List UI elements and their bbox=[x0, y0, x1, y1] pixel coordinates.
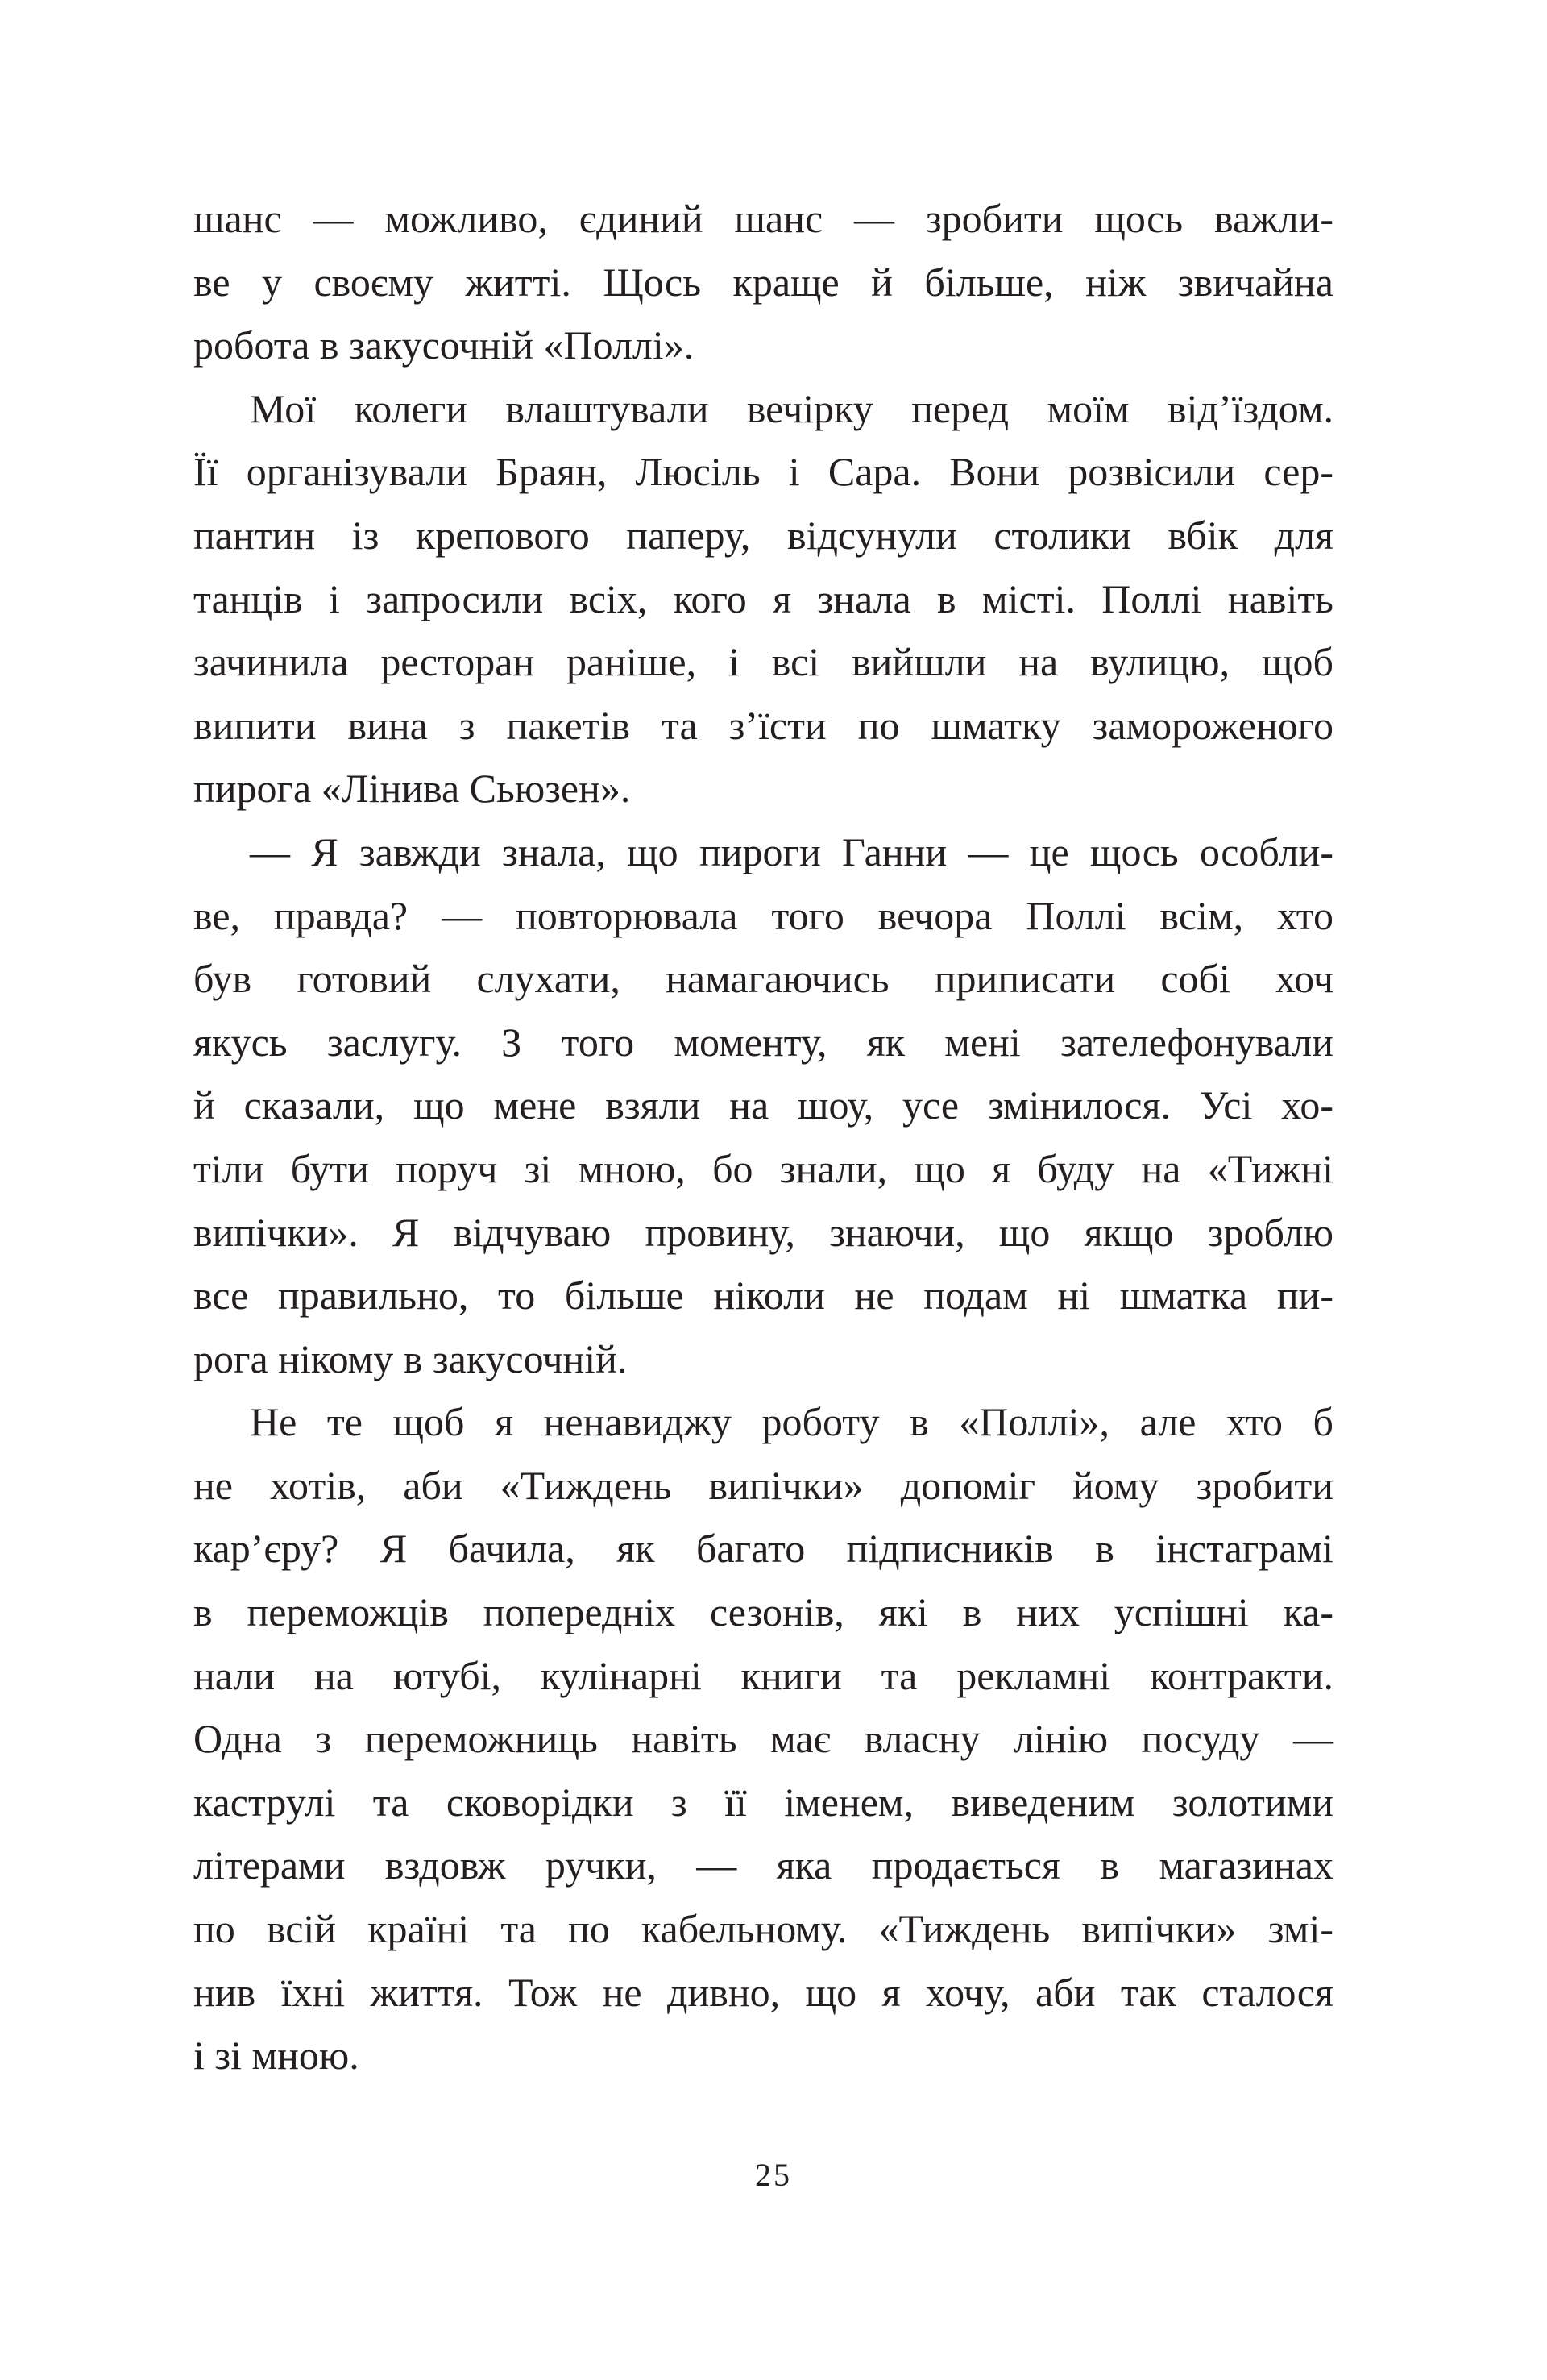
paragraph bbox=[193, 820, 1333, 1390]
text-line: шанс — можливо, єдиний шанс — зробити щось важли- bbox=[193, 196, 1333, 241]
text-line: й сказали, що мене взяли на шоу, усе змінилося. Усі хо- bbox=[193, 1082, 1333, 1128]
paragraph bbox=[193, 187, 1333, 377]
text-line: був готовий слухати, намагаючись приписати собі хоч bbox=[193, 956, 1333, 1002]
text-line: нали на ютубі, кулінарні книги та рекламні контракти. bbox=[193, 1652, 1333, 1698]
text-line: якусь заслугу. З того моменту, як мені зателефонували bbox=[193, 1019, 1333, 1065]
text-line: нив їхні життя. Тож не дивно, що я хочу, аби так сталося bbox=[193, 1969, 1333, 2015]
text-line: Мої колеги влаштували вечірку перед моїм від’їздом. bbox=[250, 385, 1333, 431]
text-line: Не те щоб я ненавиджу роботу в «Поллі», але хто б bbox=[250, 1399, 1333, 1445]
text-line: тіли бути поруч зі мною, бо знали, що я буду на «Тижні bbox=[193, 1145, 1333, 1191]
text-line: випити вина з пакетів та з’їсти по шматку замороженого bbox=[193, 702, 1333, 748]
body-text bbox=[193, 187, 1333, 2087]
text-line: робота в закусочній «Поллі». bbox=[193, 322, 695, 368]
text-line: все правильно, то більше ніколи не подам ні шматка пи- bbox=[193, 1273, 1333, 1319]
text-line: випічки». Я відчуваю провину, знаючи, що якщо зроблю bbox=[193, 1209, 1333, 1255]
page-number: 25 bbox=[755, 2157, 792, 2193]
text-line: пантин із крепового паперу, відсунули столики вбік для bbox=[193, 512, 1333, 558]
text-line: літерами вздовж ручки, — яка продається в магазинах bbox=[193, 1842, 1333, 1888]
text-line: кар’єру? Я бачила, як багато підписників в інстаграмі bbox=[193, 1526, 1333, 1572]
text-line: і зі мною. bbox=[193, 2033, 359, 2079]
text-line: в переможців попередніх сезонів, які в них успішні ка- bbox=[193, 1589, 1333, 1635]
text-line: — Я завжди знала, що пироги Ганни — це щось особли- bbox=[250, 829, 1333, 874]
paragraph bbox=[193, 377, 1333, 820]
text-line: пирога «Лінива Сьюзен». bbox=[193, 766, 631, 812]
text-line: рога нікому в закусочній. bbox=[193, 1335, 628, 1381]
text-line: ве у своєму житті. Щось краще й більше, ніж звичайна bbox=[193, 259, 1333, 305]
text-line: зачинила ресторан раніше, і всі вийшли на вулицю, щоб bbox=[193, 639, 1333, 685]
text-line: танців і запросили всіх, кого я знала в місті. Поллі навіть bbox=[193, 575, 1333, 621]
text-line: по всій країні та по кабельному. «Тиждень випічки» змі- bbox=[193, 1906, 1333, 1952]
text-line: Одна з переможниць навіть має власну лінію посуду — bbox=[193, 1716, 1333, 1762]
text-line: не хотів, аби «Тиждень випічки» допоміг йому зробити bbox=[193, 1462, 1333, 1508]
text-line: каструлі та сковорідки з її іменем, виведеним золотими bbox=[193, 1779, 1333, 1825]
paragraph bbox=[193, 1390, 1333, 2087]
text-line: Її організували Браян, Люсіль і Сара. Вони розвісили сер- bbox=[193, 449, 1333, 495]
text-line: ве, правда? — повторювала того вечора Поллі всім, хто bbox=[193, 892, 1333, 938]
